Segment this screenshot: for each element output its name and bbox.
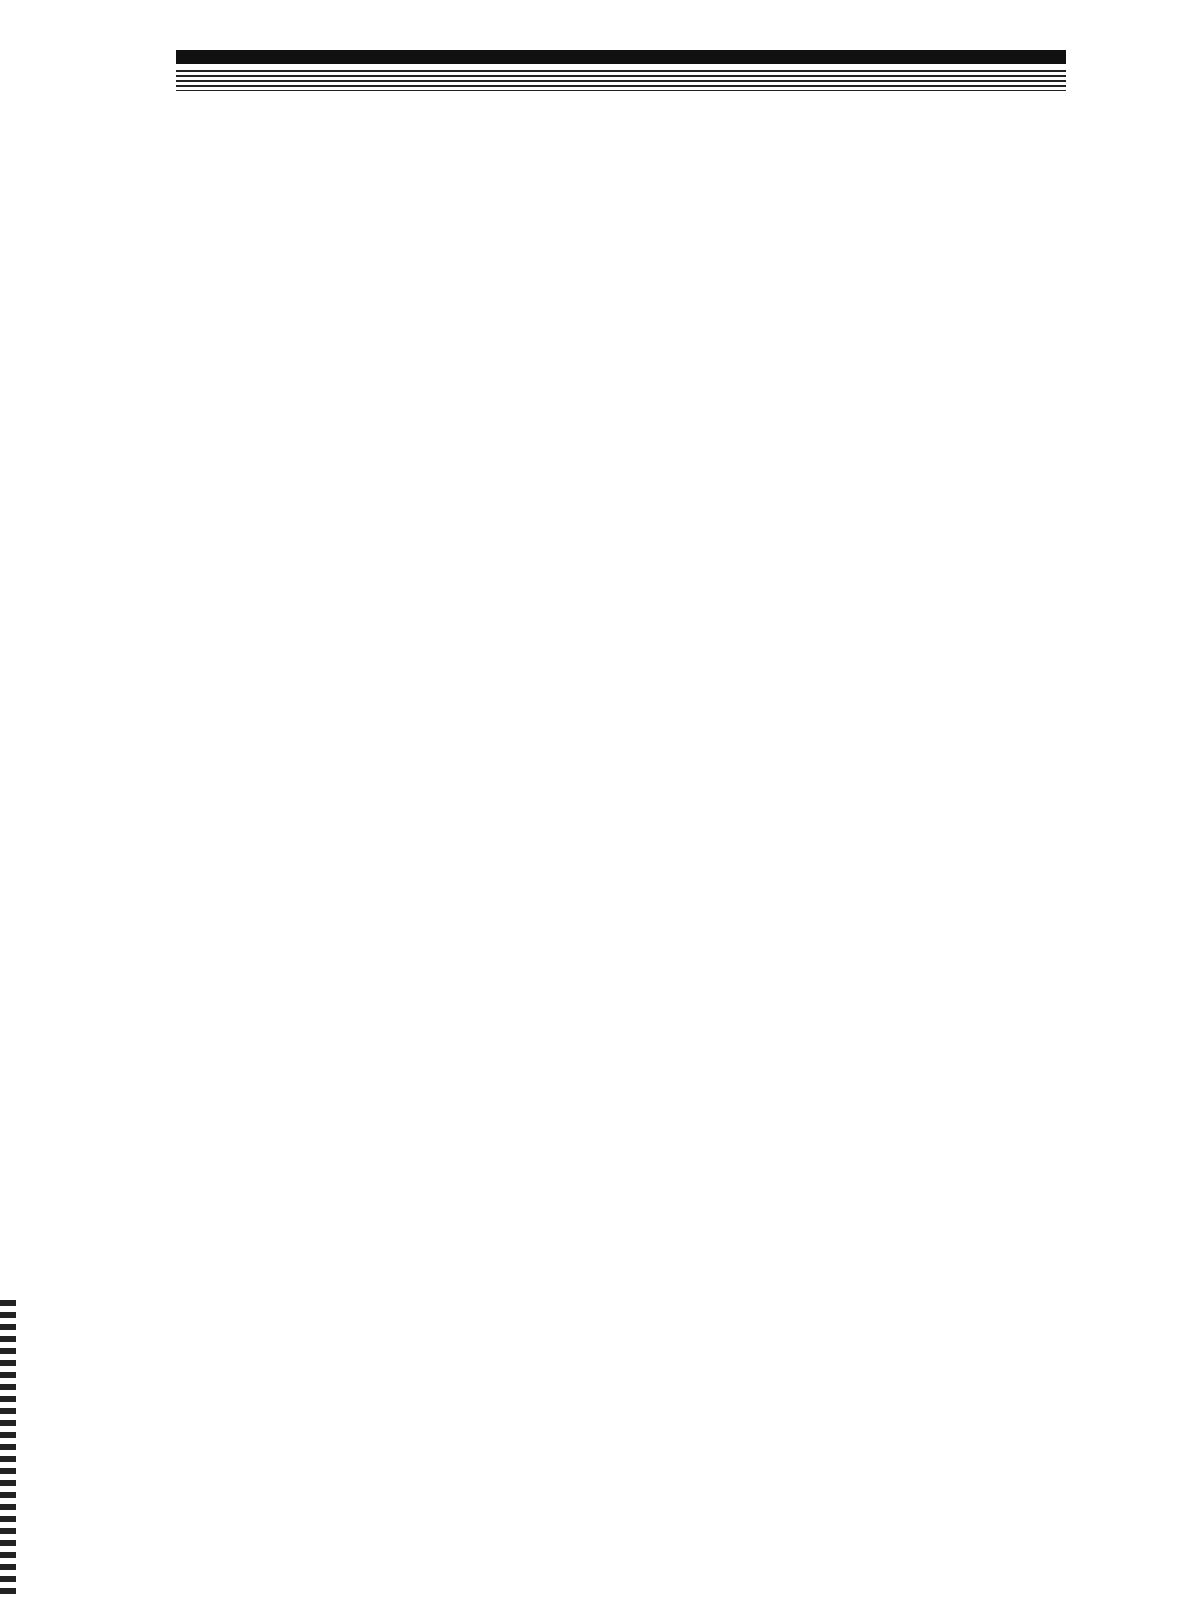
- header-thin-rule-1: [176, 70, 1066, 72]
- scan-edge-mark: [0, 1300, 16, 1600]
- header-thin-rule-3: [176, 80, 1066, 82]
- header-thin-rule-4: [176, 85, 1066, 87]
- header-thin-rule-2: [176, 75, 1066, 77]
- header-thin-rule-5: [176, 90, 1066, 91]
- header-thick-rule: [176, 50, 1066, 64]
- header-rule: [176, 50, 1066, 98]
